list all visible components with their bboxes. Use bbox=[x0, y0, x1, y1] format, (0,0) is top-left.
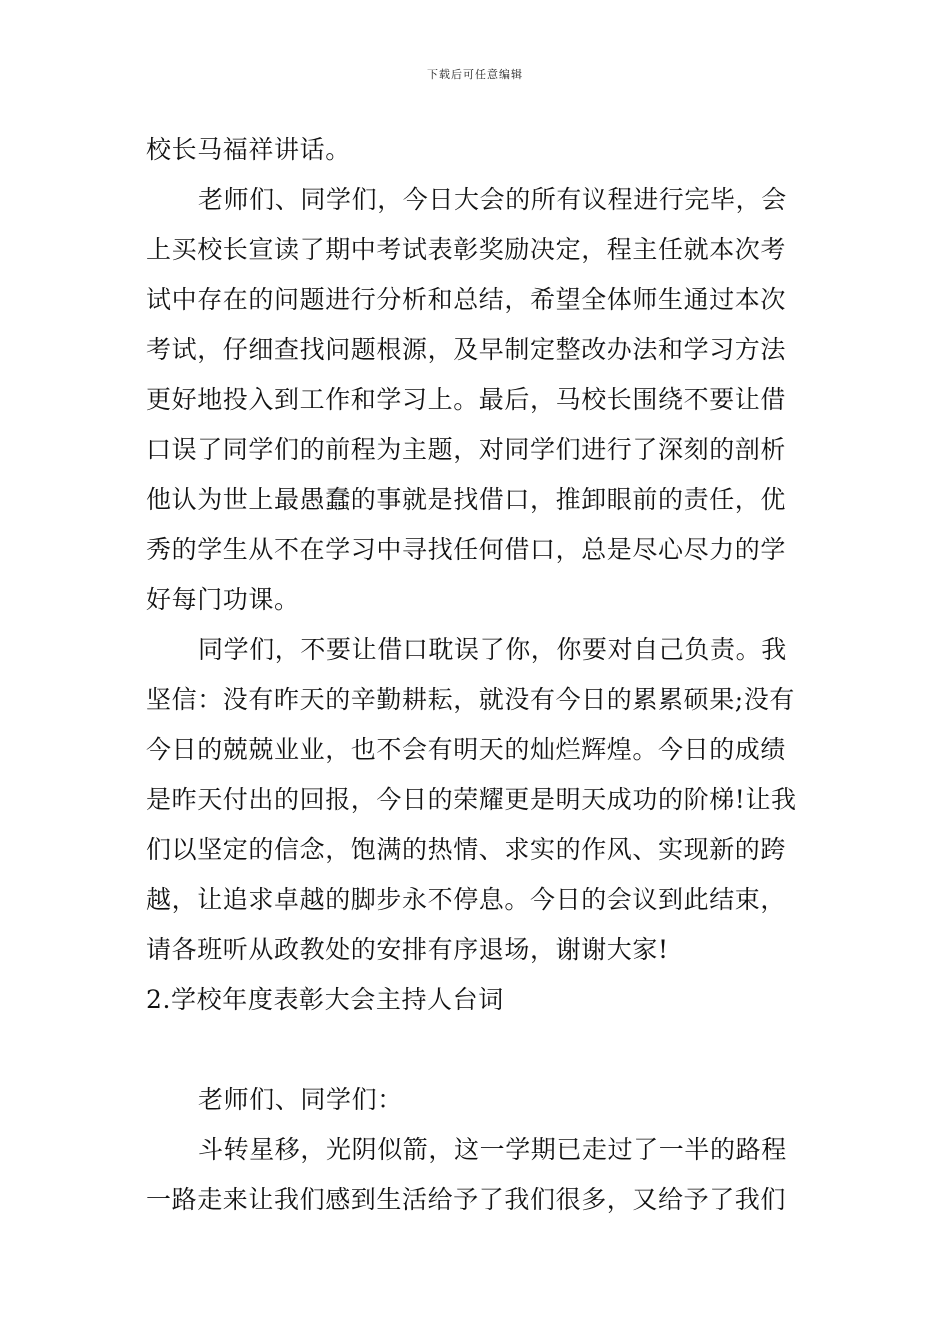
salutation-line: 老师们、同学们： bbox=[198, 1085, 403, 1114]
body-line: 上买校长宣读了期中考试表彰奖励决定，程主任就本次考 bbox=[146, 235, 787, 264]
body-line: 请各班听从政教处的安排有序退场，谢谢大家! bbox=[146, 935, 669, 964]
body-line: 他认为世上最愚蠢的事就是找借口，推卸眼前的责任，优 bbox=[146, 485, 787, 514]
body-line: 秀的学生从不在学习中寻找任何借口，总是尽心尽力的学 bbox=[146, 535, 787, 564]
body-line: 试中存在的问题进行分析和总结，希望全体师生通过本次 bbox=[146, 285, 787, 314]
body-line: 考试，仔细查找问题根源，及早制定整改办法和学习方法 bbox=[146, 335, 787, 364]
paragraph-first-line: 老师们、同学们，今日大会的所有议程进行完毕，会 bbox=[198, 185, 787, 214]
body-line: 今日的兢兢业业，也不会有明天的灿烂辉煌。今日的成绩 bbox=[146, 735, 787, 764]
body-line: 好每门功课。 bbox=[146, 585, 300, 614]
paragraph-first-line: 斗转星移，光阴似箭，这一学期已走过了一半的路程 bbox=[198, 1135, 787, 1164]
blank-line bbox=[146, 1025, 810, 1075]
document-body bbox=[146, 125, 810, 1225]
section-heading: 2.学校年度表彰大会主持人台词 bbox=[146, 985, 504, 1014]
page-header: 下载后可任意编辑 bbox=[427, 68, 523, 81]
body-line: 们以坚定的信念，饱满的热情、求实的作风、实现新的跨 bbox=[146, 835, 787, 864]
body-line: 一路走来让我们感到生活给予了我们很多，又给予了我们 bbox=[146, 1185, 787, 1214]
body-line: 口误了同学们的前程为主题，对同学们进行了深刻的剖析 bbox=[146, 435, 787, 464]
body-line: 越，让追求卓越的脚步永不停息。今日的会议到此结束， bbox=[146, 885, 787, 914]
body-line: 坚信：没有昨天的辛勤耕耘，就没有今日的累累硕果;没有 bbox=[146, 685, 796, 714]
body-line: 校长马福祥讲话。 bbox=[146, 135, 351, 164]
body-line: 更好地投入到工作和学习上。最后，马校长围绕不要让借 bbox=[146, 385, 787, 414]
body-line: 是昨天付出的回报，今日的荣耀更是明天成功的阶梯!让我 bbox=[146, 785, 797, 814]
paragraph-first-line: 同学们，不要让借口耽误了你，你要对自己负责。我 bbox=[198, 635, 787, 664]
